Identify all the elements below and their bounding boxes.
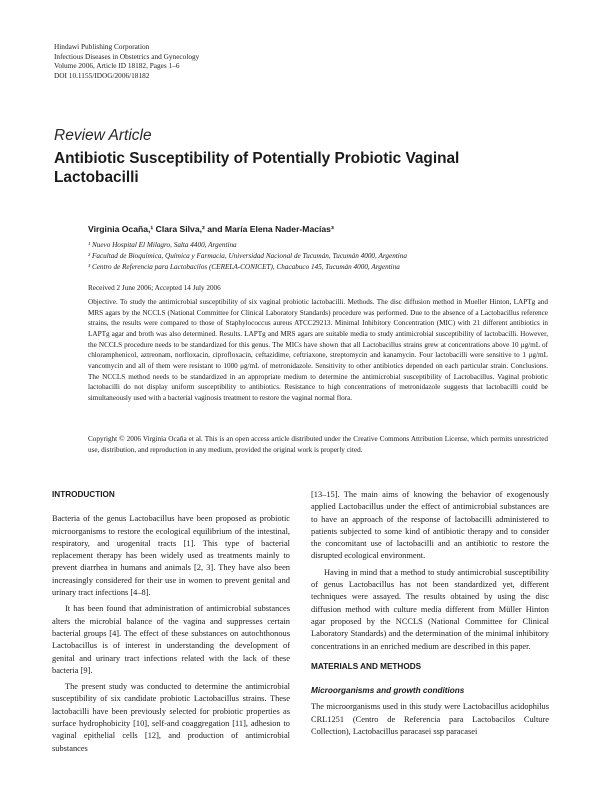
author-list: Virginia Ocaña,¹ Clara Silva,² and María Elena Nader-Macías³	[88, 224, 334, 234]
right-column	[311, 489, 549, 742]
intro-paragraph-3: The present study was conducted to determine the antimicrobial susceptibility of six candidate probiotic Lactobacillus strains. These lactobacilli have been previously selected for probiotic properties as surface hydrophobicity [10], self-and coaggregation [11], adhesion to vaginal epithelial cells [12], and production of antimicrobial substances	[52, 682, 290, 753]
publisher: Hindawi Publishing Corporation	[54, 42, 150, 51]
intro-paragraph-5: Having in mind that a method to study antimicrobial susceptibility of genus Lactobacillus has not been standardized yet, different techniques were assayed. The results obtained by using the disc diffusion method with culture media different from Müller Hinton agar proposed by the NCCLS (National Committee for Clinical Laboratory Standards) and the determination of the minimal inhibitory concentrations in an enriched medium are described in this paper.	[311, 567, 549, 651]
methods-heading: MATERIALS AND METHODS	[311, 661, 422, 671]
left-column	[52, 489, 290, 759]
affiliation-2: ² Facultad de Bioquímica, Química y Farmacia, Universidad Nacional de Tucumán, Tucumán 4000, Argentina	[88, 252, 407, 260]
abstract: Objective. To study the antimicrobial susceptibility of six vaginal probiotic lactobacilli. Methods. The disc diffusion method in Mueller Hinton, LAPTg and MRS agars by the NCCLS (National Committee for Clinical Laboratory Standards) procedure was performed. Due to the absence of a Lactobacillus reference strains, the results were compared to those of Staphylococcus aureus ATCC29213. Minimal Inhibitory Concentration (MIC) with 21 different antibiotics in LAPTg agar and broth was also determined. Results. LAPTg and MRS agars are suitable media to study antimicrobial susceptibility of lactobacilli. However, the NCCLS procedure needs to be standardized for this genus. The MICs have shown that all Lactobacillus strains grew at concentrations above 10 μg/mL of chloramphenicol, aztreonam, norfloxacin, ciprofloxacin, ceftazidime, ceftriaxone, streptomycin and kanamycin. Four lactobacilli were sensitive to 1 μg/mL vancomycin and all of them were resistant to 1000 μg/mL of metronidazole. Sensitivity to other antibiotics depended on each particular strain. Conclusions. The NCCLS method needs to be standardized in an appropriate medium to determine the antimicrobial susceptibility of Lactobacillus. Vaginal probiotic lactobacilli do not display uniform susceptibility to antibiotics. Resistance to high concentrations of metronidazole suggests that lactobacilli could be simultaneously used with a bacterial vaginosis treatment to restore the vaginal normal flora.	[88, 298, 548, 402]
intro-paragraph-1: Bacteria of the genus Lactobacillus have been proposed as probiotic microorganisms to restore the ecological equilibrium of the intestinal, respiratory, and urogenital tracts [1]. This type of bacterial replacement therapy has been widely used as treatments mainly to prevent diarrhea in humans and animals [2, 3]. They have also been increasingly considered for their use in women to prevent genital and urinary tract infections [4–8].	[52, 514, 290, 598]
received-dates: Received 2 June 2006; Accepted 14 July 2006	[88, 284, 221, 292]
intro-paragraph-2: It has been found that administration of antimicrobial substances alters the microbial balance of the vagina and suppresses certain bacterial groups [4]. The effect of these substances on autochthonous Lactobacillus is of interest in understanding the development of genital and urinary tract infections related with the lack of these bacteria [9].	[52, 604, 290, 675]
doi: DOI 10.1155/IDOG/2006/18182	[54, 70, 150, 80]
article-title: Antibiotic Susceptibility of Potentially Probiotic Vaginal Lactobacilli	[54, 150, 460, 186]
journal-masthead	[54, 42, 199, 80]
journal-name: Infectious Diseases in Obstetrics and Gynecology	[54, 51, 200, 61]
affiliation-3: ³ Centro de Referencia para Lactobacilos (CERELA-CONICET), Chacabuco 145, Tucumán 4000, Argentina	[88, 263, 400, 271]
affiliation-1: ¹ Nuevo Hospital El Milagro, Salta 4400, Argentina	[88, 241, 237, 249]
affiliations	[88, 240, 548, 273]
volume-line: Volume 2006, Article ID 18182, Pages 1–6	[54, 61, 180, 71]
intro-paragraph-4: [13–15]. The main aims of knowing the behavior of exogenously applied Lactobacillus under the effect of antimicrobial substances are to have an approach of the response of lactobacilli administered to patients subjected to some kind of antibiotic therapy and to consider the concomitant use of lactobacilli and an antibiotic to restore the disrupted ecological environment.	[311, 490, 549, 561]
subsection-heading: Microorganisms and growth conditions	[311, 686, 465, 696]
copyright-notice: Copyright © 2006 Virginia Ocaña et al. This is an open access article distributed under the Creative Commons Attribution License, which permits unrestricted use, distribution, and reproduction in any medium, provided the original work is properly cited.	[88, 435, 548, 454]
article-type: Review Article	[54, 127, 152, 144]
methods-paragraph: The microorganisms used in this study were Lactobacillus acidophilus CRL1251 (Centro de Referencia para Lactobacilos Culture Collection), Lactobacillus paracasei ssp paracasei	[311, 702, 549, 737]
introduction-heading: INTRODUCTION	[52, 490, 115, 499]
